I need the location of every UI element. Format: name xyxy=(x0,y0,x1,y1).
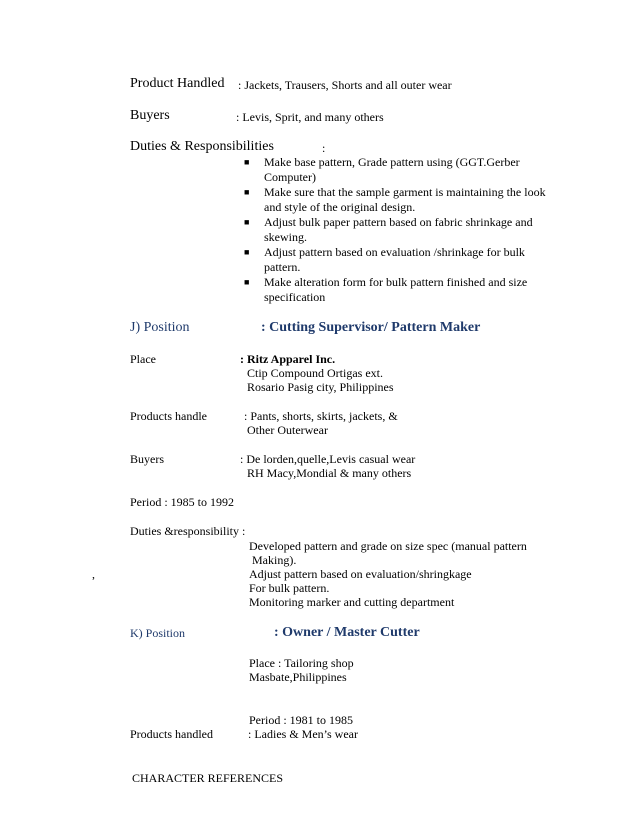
position-k-label: K) Position xyxy=(130,626,186,640)
duty-item: Make base pattern, Grade pattern using (GGT.Gerber Computer) xyxy=(264,155,520,184)
buyers-label: Buyers xyxy=(130,108,170,123)
products-value-1: : Pants, shorts, skirts, jackets, & xyxy=(244,409,398,423)
products-value-2: Other Outerwear xyxy=(247,423,328,437)
bullet-icon: ■ xyxy=(244,247,250,257)
buyers-value: : Levis, Sprit, and many others xyxy=(236,110,384,124)
product-handled-label: Product Handled xyxy=(130,76,225,91)
bullet-icon: ■ xyxy=(244,187,250,197)
period-j: Period : 1985 to 1992 xyxy=(130,495,234,509)
position-j-label: J) Position xyxy=(130,320,190,335)
buyers-j-value-2: RH Macy,Mondial & many others xyxy=(247,466,412,480)
duty-line: Adjust pattern based on evaluation/shringkage xyxy=(249,567,472,581)
products-k-label: Products handled xyxy=(130,727,213,741)
products-k-value: : Ladies & Men’s wear xyxy=(248,727,358,741)
duty-line: For bulk pattern. xyxy=(249,581,330,595)
place-address-1: Ctip Compound Ortigas ext. xyxy=(247,366,383,380)
buyers-j-value-1: : De lorden,quelle,Levis casual wear xyxy=(240,452,416,466)
stray-mark: , xyxy=(92,567,95,581)
character-references-heading: CHARACTER REFERENCES xyxy=(132,771,284,785)
place-label: Place xyxy=(130,352,156,366)
bullet-icon: ■ xyxy=(244,157,250,167)
duty-line: Monitoring marker and cutting department xyxy=(249,595,455,609)
bullet-icon: ■ xyxy=(244,217,250,227)
duty-item: Make alteration form for bulk pattern finished and size specification xyxy=(264,275,528,304)
duties-j-label: Duties &responsibility : xyxy=(130,524,246,538)
bullet-icon: ■ xyxy=(244,277,250,287)
place-k-1: Place : Tailoring shop xyxy=(249,656,354,670)
place-address-2: Rosario Pasig city, Philippines xyxy=(247,380,394,394)
duty-item: Adjust pattern based on evaluation /shrinkage for bulk pattern. xyxy=(264,245,525,274)
duties-label: Duties & Responsibilities xyxy=(130,139,274,154)
place-company: : Ritz Apparel Inc. xyxy=(240,352,336,366)
duty-line: Making). xyxy=(252,553,297,567)
period-k: Period : 1981 to 1985 xyxy=(249,713,353,727)
duty-item: Adjust bulk paper pattern based on fabric shrinkage and skewing. xyxy=(264,215,533,244)
duties-colon: : xyxy=(322,141,326,155)
product-handled-value: : Jackets, Trausers, Shorts and all outer wear xyxy=(238,78,452,92)
position-j-title: : Cutting Supervisor/ Pattern Maker xyxy=(261,320,481,335)
duty-line: Developed pattern and grade on size spec (manual pattern xyxy=(249,539,527,553)
buyers-j-label: Buyers xyxy=(130,452,164,466)
products-label: Products handle xyxy=(130,409,207,423)
duty-item: Make sure that the sample garment is maintaining the look and style of the original design. xyxy=(264,185,546,214)
position-k-title: : Owner / Master Cutter xyxy=(274,625,420,640)
place-k-2: Masbate,Philippines xyxy=(249,670,347,684)
